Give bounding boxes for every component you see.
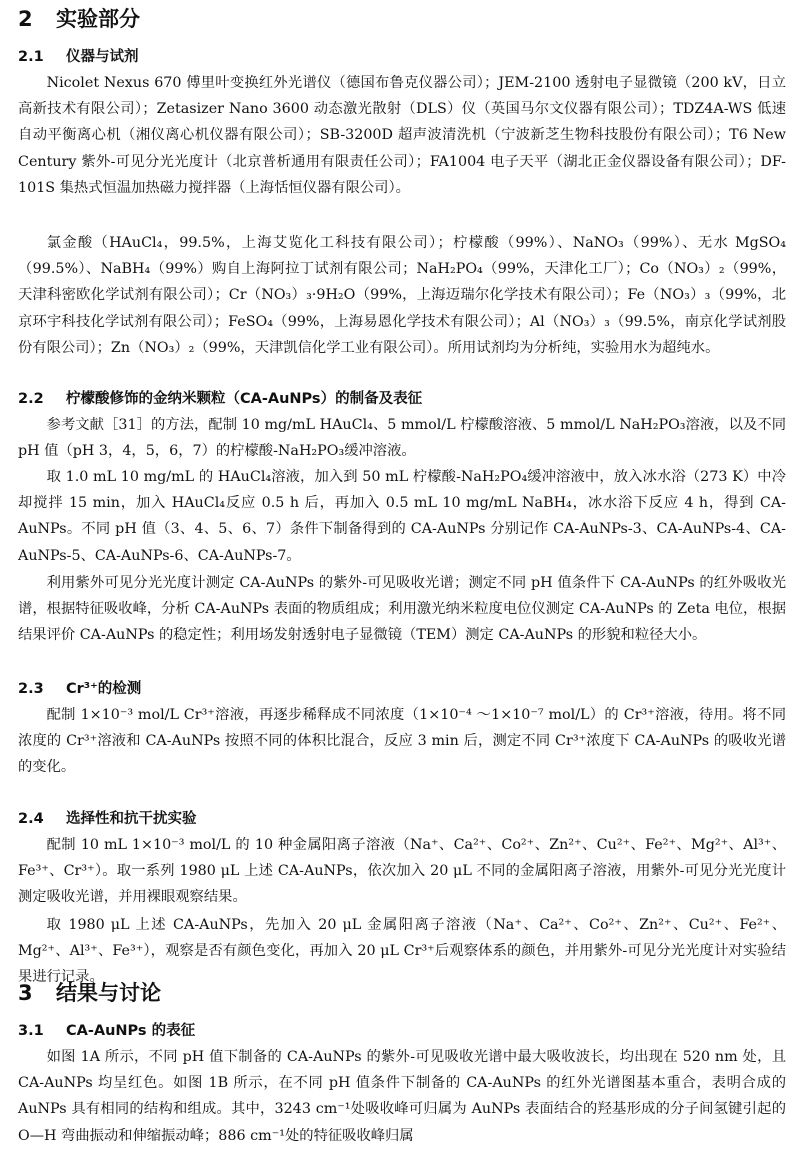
paragraph-characterization: 利用紫外可见分光光度计测定 CA-AuNPs 的紫外-可见吸收光谱；测定不同 pH 值条件下 CA-AuNPs 的红外吸收光谱，根据特征吸收峰，分析 CA-AuNPs 表面的物质组成；利用激光纳米粒度电位仪测定 CA-AuNPs 的 Zeta 电位，根据结果评价 CA-AuNPs 的稳定性；利用场发射透射电子显微镜（TEM）测定 CA-AuNPs 的形貌和粒径大小。: [18, 575, 786, 644]
section-heading-2: [18, 6, 786, 32]
subsection-heading-2-2: [18, 388, 786, 410]
paragraph-selectivity: 配制 10 mL 1×10⁻³ mol/L 的 10 种金属阳离子溶液（Na⁺、Ca²⁺、Co²⁺、Zn²⁺、Cu²⁺、Fe²⁺、Mg²⁺、Al³⁺、Fe³⁺、Cr³⁺）。取一系列 1980 μL 上述 CA-AuNPs，依次加入 20 μL 不同的金属阳离子溶液，用紫外-可见分光光度计测定吸收光谱，并用裸眼观察结果。: [18, 837, 786, 906]
subsection-number: 2.4: [18, 811, 44, 827]
paragraph-results-characterization: 如图 1A 所示，不同 pH 值下制备的 CA-AuNPs 的紫外-可见吸收光谱中最大吸收波长，均出现在 520 nm 处，且 CA-AuNPs 均呈红色。如图 1B 所示，在不同 pH 值条件下制备的 CA-AuNPs 的红外光谱图基本重合，表明合成的 AuNPs 具有相同的结构和组成。其中，3243 cm⁻¹处吸收峰可归属为 AuNPs 表面结合的羟基形成的分子间氢键引起的 O—H 弯曲振动和伸缩振动峰；886 cm⁻¹处的特征吸收峰归属: [18, 1049, 786, 1144]
paragraph-instruments: Nicolet Nexus 670 傅里叶变换红外光谱仪（德国布鲁克仪器公司）；JEM-2100 透射电子显微镜（200 kV，日立高新技术有限公司）；Zetasizer Nano 3600 动态激光散射（DLS）仪（英国马尔文仪器有限公司）；TDZ4A-WS 低速自动平衡离心机（湘仪离心机仪器有限公司）；SB-3200D 超声波清洗机（宁波新芝生物科技股份有限公司）；T6 New Century 紫外-可见分光光度计（北京普析通用有限责任公司）；FA1004 电子天平（湖北正金仪器设备有限公司）；DF-101S 集热式恒温加热磁力搅拌器（上海恬恒仪器有限公司）。: [18, 75, 786, 196]
subsection-heading-2-3: [18, 678, 786, 700]
subsection-number: 2.1: [18, 49, 44, 65]
subsection-title: 选择性和抗干扰实验: [66, 811, 197, 827]
subsection-title: Cr³⁺的检测: [66, 681, 142, 697]
subsection-number: 3.1: [18, 1023, 44, 1039]
subsection-heading-2-4: [18, 808, 786, 830]
paragraph-anti-interference: 取 1980 μL 上述 CA-AuNPs，先加入 20 μL 金属阳离子溶液（Na⁺、Ca²⁺、Co²⁺、Zn²⁺、Cu²⁺、Fe²⁺、Mg²⁺、Al³⁺、Fe³⁺），观察是否有颜色变化，再加入 20 μL Cr³⁺后观察体系的颜色，并用紫外-可见分光光度计对实验结果进行记录。: [18, 917, 786, 986]
subsection-title: 仪器与试剂: [66, 49, 139, 65]
paragraph-cr-detection: 配制 1×10⁻³ mol/L Cr³⁺溶液，再逐步稀释成不同浓度（1×10⁻⁴ ～1×10⁻⁷ mol/L）的 Cr³⁺溶液，待用。将不同浓度的 Cr³⁺溶液和 CA-AuNPs 按照不同的体积比混合，反应 3 min 后，测定不同 Cr³⁺浓度下 CA-AuNPs 的吸收光谱的变化。: [18, 707, 786, 776]
subsection-number: 2.2: [18, 391, 44, 407]
paragraph-reagents: 氯金酸（HAuCl₄，99.5%，上海艾览化工科技有限公司）；柠檬酸（99%）、NaNO₃（99%）、无水 MgSO₄（99.5%）、NaBH₄（99%）购自上海阿拉丁试剂有限公司；NaH₂PO₄（99%，天津化工厂）；Co（NO₃）₂（99%，天津科密欧化学试剂有限公司）；Cr（NO₃）₃·9H₂O（99%，上海迈瑞尔化学技术有限公司）；Fe（NO₃）₃（99%，北京环宇科技化学试剂有限公司）；FeSO₄（99%，上海易恩化学技术有限公司）；Al（NO₃）₃（99.5%，南京化学试剂股份有限公司）；Zn（NO₃）₂（99%，天津凯信化学工业有限公司）。所用试剂均为分析纯，实验用水为超纯水。: [18, 235, 786, 356]
section-title: 结果与讨论: [56, 981, 161, 1005]
subsection-title: CA-AuNPs 的表征: [66, 1023, 196, 1039]
section-number: 2: [18, 7, 33, 31]
paragraph-preparation-reference: 参考文献［31］的方法，配制 10 mg/mL HAuCl₄、5 mmol/L 柠檬酸溶液、5 mmol/L NaH₂PO₃溶液，以及不同 pH 值（pH 3，4，5，6，7）的柠檬酸-NaH₂PO₃缓冲溶液。: [18, 417, 786, 460]
section-heading-3: [18, 980, 786, 1006]
paragraph-preparation-procedure: 取 1.0 mL 10 mg/mL 的 HAuCl₄溶液，加入到 50 mL 柠檬酸-NaH₂PO₄缓冲溶液中，放入冰水浴（273 K）中冷却搅拌 15 min，加入 HAuCl₄反应 0.5 h 后，再加入 0.5 mL 10 mg/mL NaBH₄，冰水浴下反应 4 h，得到 CA-AuNPs。不同 pH 值（3、4、5、6、7）条件下制备得到的 CA-AuNPs 分别记作 CA-AuNPs-3、CA-AuNPs-4、CA-AuNPs-5、CA-AuNPs-6、CA-AuNPs-7。: [18, 469, 786, 564]
subsection-heading-2-1: [18, 46, 786, 68]
section-title: 实验部分: [56, 7, 140, 31]
subsection-number: 2.3: [18, 681, 44, 697]
subsection-title: 柠檬酸修饰的金纳米颗粒（CA-AuNPs）的制备及表征: [66, 391, 423, 407]
section-number: 3: [18, 981, 33, 1005]
subsection-heading-3-1: [18, 1020, 786, 1042]
